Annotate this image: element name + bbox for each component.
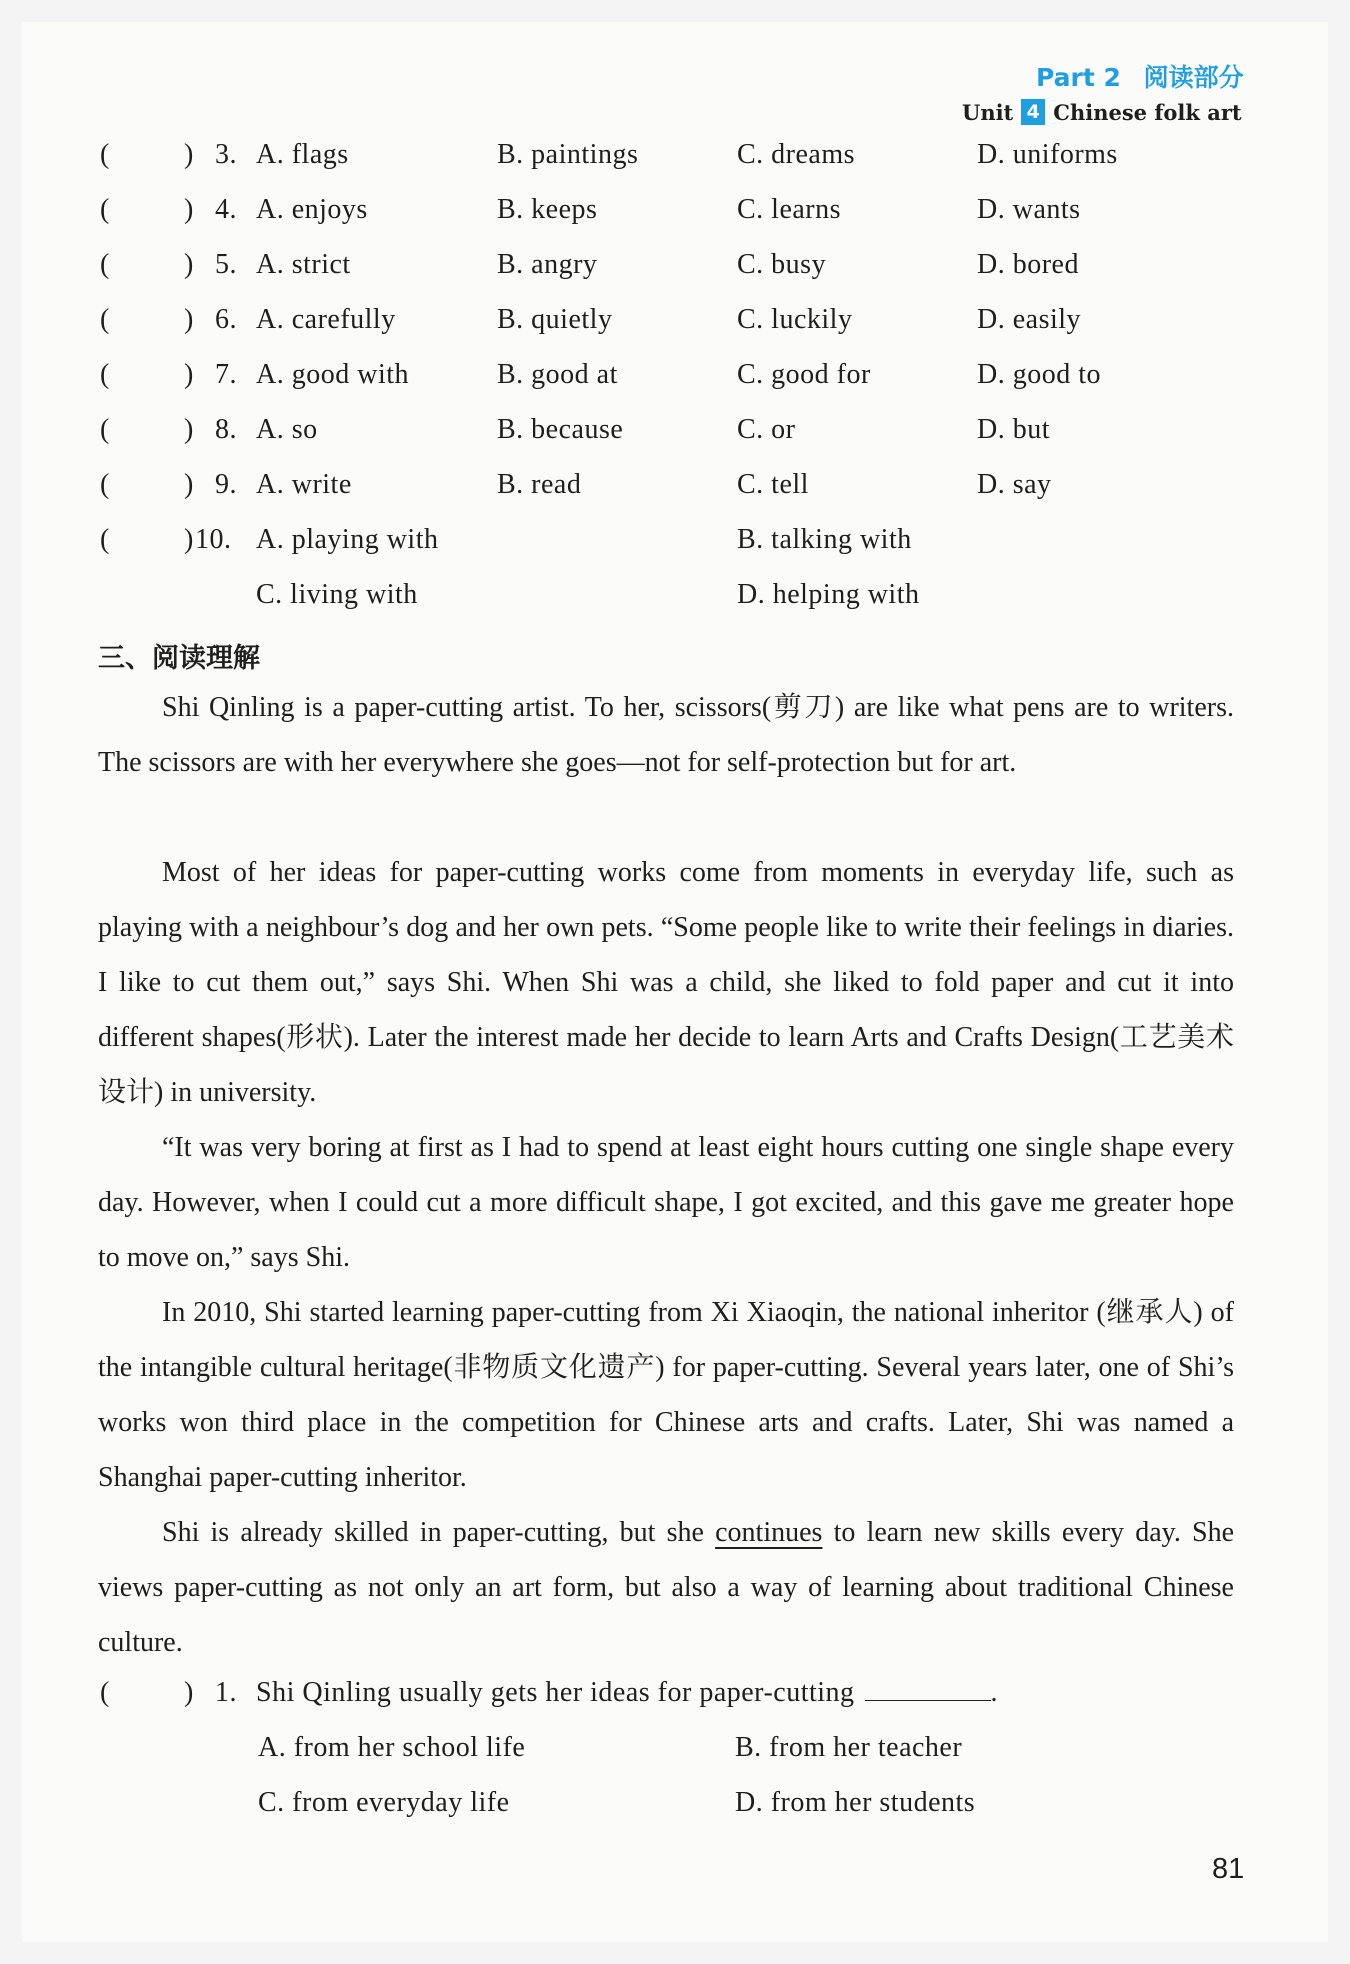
question-number: 10. (195, 524, 232, 555)
question-stem (256, 1677, 998, 1709)
answer-paren-open: ( (100, 304, 110, 335)
option-c: C. luckily (737, 304, 853, 335)
passage-paragraph-4 (98, 1285, 1234, 1505)
option-a: A. write (256, 469, 352, 500)
answer-paren-open: ( (100, 414, 110, 445)
option-a: A. carefully (256, 304, 396, 335)
option-c: C. dreams (737, 139, 856, 170)
passage-text: Shi is already skilled in paper-cutting, but she (162, 1517, 716, 1548)
option-c: C. learns (737, 194, 842, 225)
question-number: 9. (215, 469, 237, 500)
question-stem-end: . (990, 1677, 999, 1708)
option-b: B. paintings (497, 139, 639, 170)
option-d: D. but (977, 414, 1050, 445)
passage-text: “It was very boring at first as I had to spend at least eight hours cutting one single shape every day. However, when I could cut a more difficult shape, I got excited, and this gave me greater hope to move on,” says Shi. (98, 1132, 1234, 1273)
passage-paragraph-5 (98, 1505, 1234, 1670)
question-number: 8. (215, 414, 237, 445)
option-c: C. or (737, 414, 796, 445)
option-b: B. quietly (497, 304, 613, 335)
option-b: B. because (497, 414, 624, 445)
passage-paragraph-3 (98, 1120, 1234, 1285)
option-c: C. from everyday life (258, 1787, 510, 1818)
option-d: D. easily (977, 304, 1082, 335)
option-b: B. good at (497, 359, 618, 390)
option-d: D. good to (977, 359, 1101, 390)
question-number: 4. (215, 194, 237, 225)
answer-paren-open: ( (100, 1677, 110, 1708)
answer-blank[interactable] (865, 1678, 991, 1701)
answer-paren-close: ) (184, 194, 194, 225)
option-d: D. from her students (735, 1787, 976, 1818)
answer-paren-open: ( (100, 469, 110, 500)
question-number: 6. (215, 304, 237, 335)
underlined-word: continues (715, 1517, 823, 1548)
option-b: B. talking with (737, 524, 912, 555)
question-number: 7. (215, 359, 237, 390)
option-a: A. enjoys (256, 194, 368, 225)
answer-paren-close: ) (184, 359, 194, 390)
question-number: 3. (215, 139, 237, 170)
section-title: 三、阅读理解 (98, 643, 260, 674)
option-b: B. keeps (497, 194, 598, 225)
option-c: C. busy (737, 249, 827, 280)
option-a: A. flags (256, 139, 349, 170)
option-d: D. uniforms (977, 139, 1118, 170)
option-c: C. good for (737, 359, 871, 390)
option-b: B. from her teacher (735, 1732, 963, 1763)
option-d: D. helping with (737, 579, 920, 610)
passage-paragraph-2 (98, 845, 1234, 1120)
option-a: A. from her school life (258, 1732, 526, 1763)
answer-paren-open: ( (100, 139, 110, 170)
question-stem-text: Shi Qinling usually gets her ideas for paper-cutting (256, 1677, 855, 1708)
option-d: D. bored (977, 249, 1079, 280)
header-part-label: Part 2 (1036, 63, 1121, 92)
header-section-label: 阅读部分 (1143, 63, 1244, 92)
answer-paren-close: ) (184, 1677, 194, 1708)
passage-text: Most of her ideas for paper-cutting works come from moments in everyday life, such as playing with a neighbour’s dog and her own pets. “Some people like to write their feelings in diaries. I like to cut them out,” says Shi. When Shi was a child, she liked to fold paper and cut it into different shapes(形状). Later the interest made her decide to learn Arts and Crafts Design(工艺美术设计) in university. (98, 857, 1234, 1108)
header-unit-label: Unit (962, 100, 1014, 125)
option-a: A. playing with (256, 524, 439, 555)
option-c: C. living with (256, 579, 418, 610)
passage-text: Shi Qinling is a paper-cutting artist. To her, scissors(剪刀) are like what pens are to writers. The scissors are with her everywhere she goes—not for self-protection but for art. (98, 692, 1234, 778)
answer-paren-close: ) (184, 139, 194, 170)
answer-paren-open: ( (100, 359, 110, 390)
option-c: C. tell (737, 469, 809, 500)
option-b: B. read (497, 469, 582, 500)
header-part (1036, 58, 1244, 94)
answer-paren-open: ( (100, 524, 110, 555)
option-a: A. good with (256, 359, 409, 390)
unit-number-badge: 4 (1021, 99, 1045, 125)
option-d: D. say (977, 469, 1052, 500)
answer-paren-close: ) (184, 249, 194, 280)
passage-paragraph-1 (98, 680, 1234, 790)
answer-paren-close: ) (184, 524, 194, 555)
question-number: 5. (215, 249, 237, 280)
answer-paren-close: ) (184, 414, 194, 445)
option-b: B. angry (497, 249, 598, 280)
question-number: 1. (215, 1677, 237, 1708)
page-number: 81 (1212, 1853, 1245, 1885)
header-unit (962, 99, 1242, 125)
option-a: A. strict (256, 249, 351, 280)
answer-paren-close: ) (184, 304, 194, 335)
answer-paren-close: ) (184, 469, 194, 500)
passage-text: to learn new skills every day. She views paper-cutting as not only an art form, but also a way of learning about traditional Chinese culture. (98, 1517, 1235, 1658)
option-d: D. wants (977, 194, 1081, 225)
option-a: A. so (256, 414, 318, 445)
answer-paren-open: ( (100, 249, 110, 280)
header-unit-title: Chinese folk art (1053, 100, 1242, 125)
answer-paren-open: ( (100, 194, 110, 225)
passage-text: In 2010, Shi started learning paper-cutting from Xi Xiaoqin, the national inheritor (继承人) of the intangible cultural heritage(非物质文化遗产) for paper-cutting. Several years later, one of Shi’s works won third place in the competition for Chinese arts and crafts. Later, Shi was named a Shanghai paper-cutting inheritor. (98, 1297, 1234, 1493)
